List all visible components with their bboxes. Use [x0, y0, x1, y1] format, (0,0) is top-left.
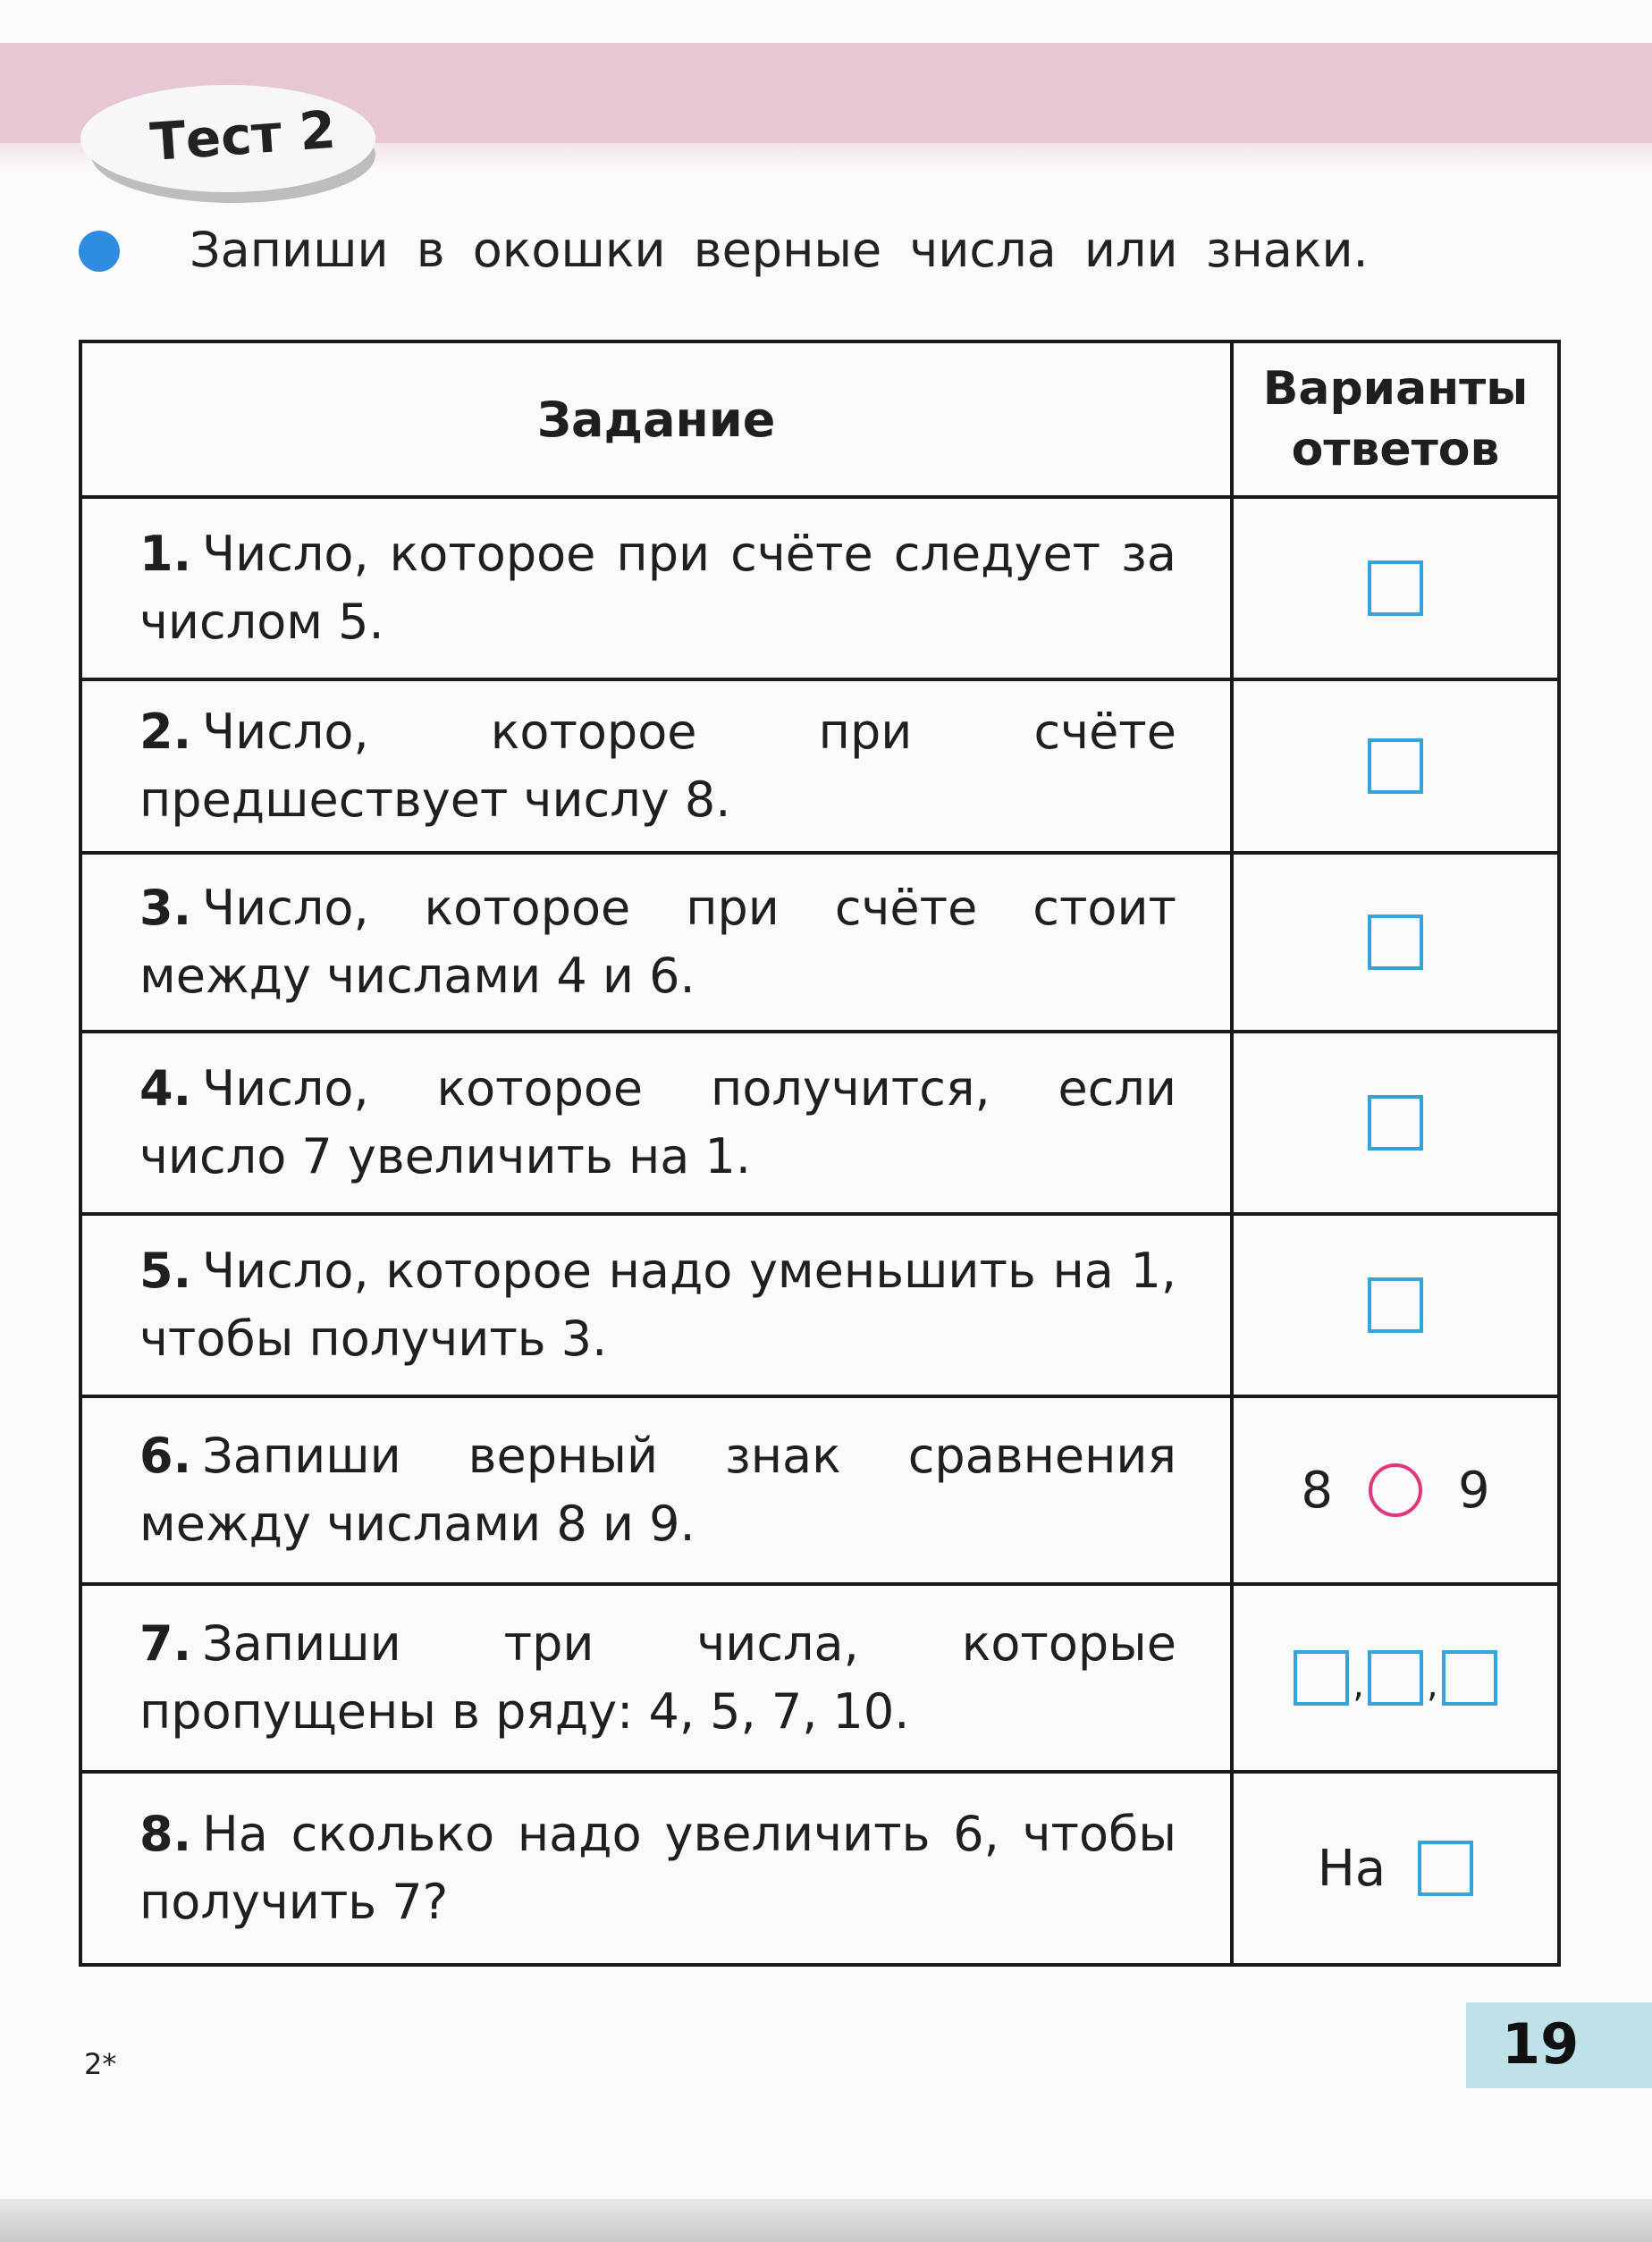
task-cell — [80, 1214, 1232, 1396]
task-cell — [80, 1772, 1232, 1965]
table-row — [80, 1214, 1559, 1396]
answer-box[interactable] — [1442, 1650, 1497, 1706]
answer-box[interactable] — [1368, 560, 1423, 616]
tasks-table — [79, 340, 1561, 1967]
table-row — [80, 497, 1559, 679]
answer-box[interactable] — [1368, 1277, 1423, 1333]
task-number: 5. — [139, 1243, 192, 1299]
table-row — [80, 853, 1559, 1032]
page-number: 19 — [1502, 2011, 1580, 2077]
task-cell — [80, 1584, 1232, 1772]
task-number: 7. — [139, 1615, 192, 1672]
answer-cell — [1232, 1032, 1559, 1214]
column-header-task: Задание — [80, 341, 1232, 497]
answer-box[interactable] — [1368, 1650, 1423, 1706]
table-row — [80, 1396, 1559, 1584]
task-text: Число, которое при счёте следует за числом 5. — [139, 526, 1176, 650]
task-text: Число, которое при счёте стоит между числами 4 и 6. — [139, 880, 1176, 1004]
task-number: 4. — [139, 1060, 192, 1117]
compare-sign-circle[interactable] — [1369, 1463, 1422, 1517]
table-header-row — [80, 341, 1559, 497]
compare-left-number: 8 — [1301, 1461, 1333, 1520]
instruction-text: Запиши в окошки верные числа или знаки. — [190, 222, 1369, 278]
answer-cell — [1232, 1584, 1559, 1772]
task-cell — [80, 853, 1232, 1032]
task-text: Число, которое надо уменьшить на 1, чтобы получить 3. — [139, 1243, 1176, 1367]
answer-box[interactable] — [1294, 1650, 1349, 1706]
task-number: 2. — [139, 704, 192, 760]
task-number: 3. — [139, 880, 192, 936]
task-cell — [80, 679, 1232, 853]
answer-cell — [1232, 497, 1559, 679]
task-cell — [80, 1396, 1232, 1584]
answer-cell — [1232, 679, 1559, 853]
answer-cell — [1232, 1214, 1559, 1396]
signature-mark: 2* — [84, 2047, 117, 2081]
task-text: Запиши верный знак сравнения между числами 8 и 9. — [139, 1428, 1176, 1552]
page-bottom-edge — [0, 2199, 1652, 2242]
compare-right-number: 9 — [1458, 1461, 1490, 1520]
answer-box[interactable] — [1368, 738, 1423, 794]
column-header-answers: Варианты ответов — [1232, 341, 1559, 497]
table-row — [80, 679, 1559, 853]
table-row — [80, 1032, 1559, 1214]
answer-box[interactable] — [1368, 1095, 1423, 1150]
answer-cell — [1232, 853, 1559, 1032]
answer-box[interactable] — [1368, 914, 1423, 970]
separator-comma: , — [1427, 1665, 1438, 1706]
task-number: 6. — [139, 1428, 192, 1484]
answer-box[interactable] — [1418, 1841, 1473, 1896]
task-text: Число, которое при счёте предшествует числу 8. — [139, 704, 1176, 828]
task-cell — [80, 1032, 1232, 1214]
task-text: Запиши три числа, которые пропущены в ряду: 4, 5, 7, 10. — [139, 1615, 1176, 1740]
task-text: На сколько надо увеличить 6, чтобы получить 7? — [139, 1806, 1176, 1930]
page-number-tab — [1466, 2002, 1652, 2088]
task-text: Число, которое получится, если число 7 увеличить на 1. — [139, 1060, 1176, 1184]
test-badge-label: Тест 2 — [148, 98, 338, 173]
table-row — [80, 1772, 1559, 1965]
table-row — [80, 1584, 1559, 1772]
task-number: 8. — [139, 1806, 192, 1862]
answer-prefix: На — [1317, 1839, 1386, 1898]
separator-comma: , — [1353, 1665, 1364, 1706]
bullet-icon — [79, 231, 120, 272]
task-number: 1. — [139, 526, 192, 582]
answer-cell — [1232, 1396, 1559, 1584]
answer-cell — [1232, 1772, 1559, 1965]
task-cell — [80, 497, 1232, 679]
